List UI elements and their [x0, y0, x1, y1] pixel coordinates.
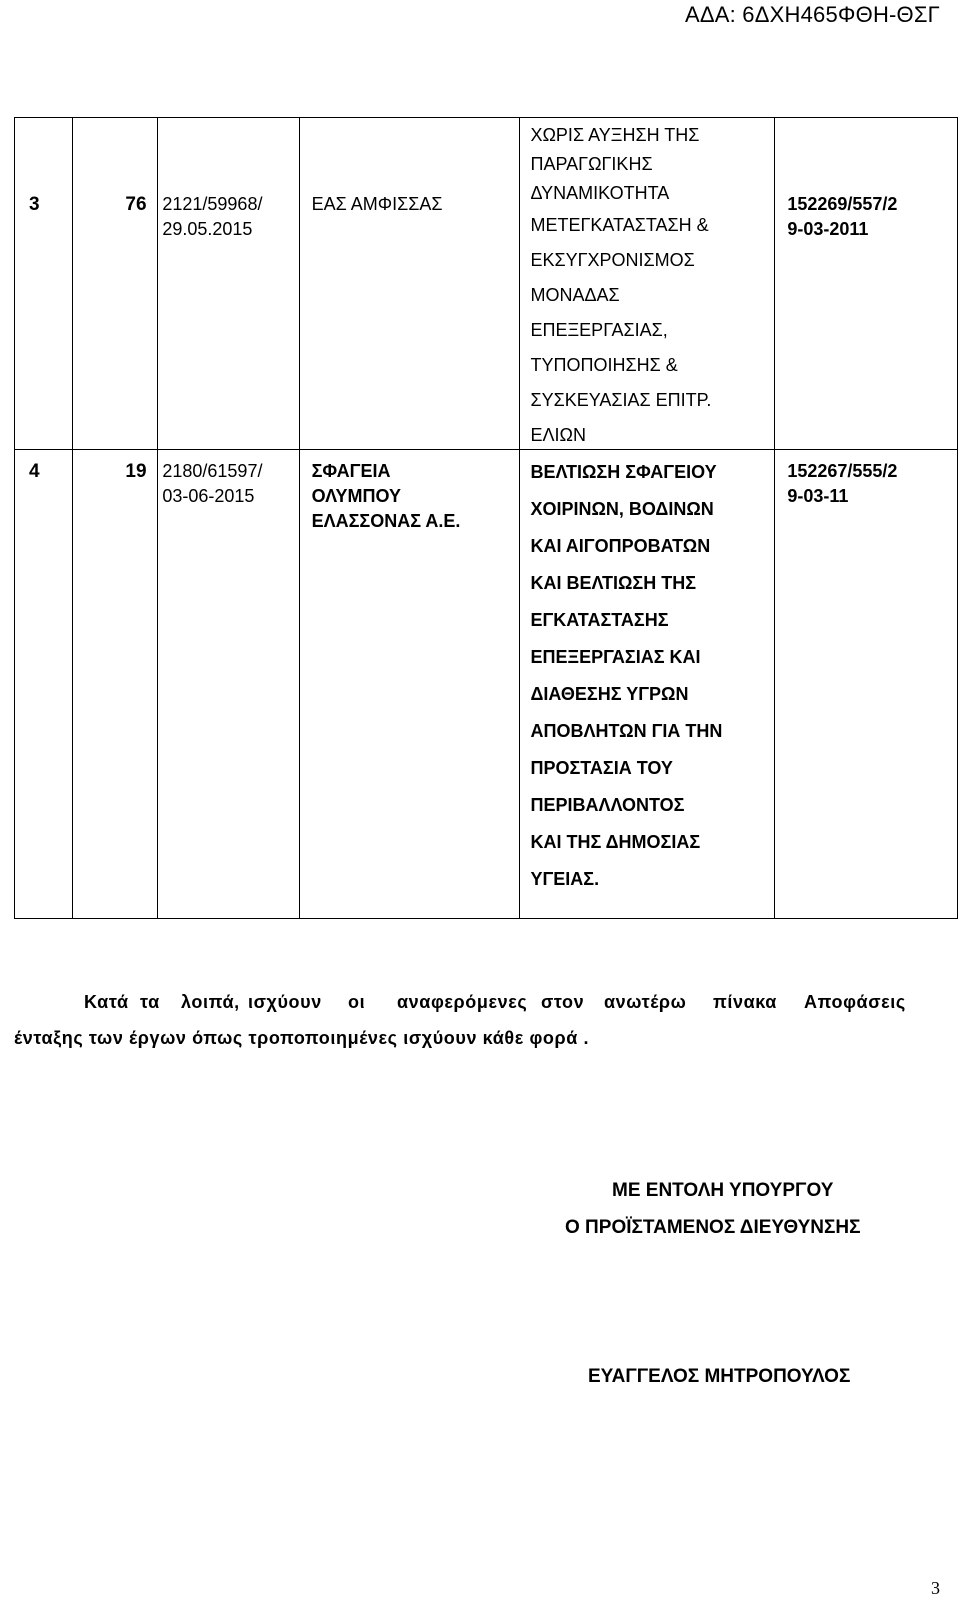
entity-cell	[299, 450, 520, 919]
ada-header: ΑΔΑ: 6ΔΧΗ465ΦΘΗ-ΘΣΓ	[685, 2, 940, 27]
entity-name: ΕΑΣ ΑΜΦΙΣΣΑΣ	[311, 194, 443, 214]
signatory-name: ΕΥΑΓΓΕΛΟΣ ΜΗΤΡΟΠΟΥΛΟΣ	[588, 1366, 851, 1387]
entity-name: ΣΦΑΓΕΙΑ ΟΛΥΜΠΟΥ ΕΛΑΣΣΟΝΑΣ Α.Ε.	[311, 461, 461, 531]
row-num: 76	[125, 194, 147, 215]
ref-cell	[158, 118, 299, 450]
row-num-cell	[73, 118, 158, 450]
description-cell	[520, 118, 775, 450]
decision-number: 152267/555/2 9-03-11	[787, 461, 898, 506]
decision-cell	[775, 118, 958, 450]
closing-paragraph-line2: ένταξης των έργων όπως τροποποιημένες ισχύουν κάθε φορά .	[14, 1028, 590, 1048]
description-cell	[520, 450, 775, 919]
ref-number: 2180/61597/ 03-06-2015	[162, 461, 263, 506]
row-index: 3	[29, 194, 40, 215]
project-description: ΧΩΡΙΣ ΑΥΞΗΣΗ ΤΗΣ ΠΑΡΑΓΩΓΙΚΗΣ ΔΥΝΑΜΙΚΟΤΗΤΑ ΜΕΤΕΓΚΑΤΑΣΤΑΣΗ & ΕΚΣΥΓΧΡΟΝΙΣΜΟΣ ΜΟΝΑΔΑΣ ΕΠΕΞΕΡΓΑΣΙΑΣ, ΤΥΠΟΠΟΙΗΣΗΣ & ΣΥΣΚΕΥΑΣΙΑΣ ΕΠΙΤΡ. ΕΛΙΩΝ	[530, 125, 712, 445]
row-index: 4	[29, 461, 40, 482]
signature-title: Ο ΠΡΟΪΣΤΑΜΕΝΟΣ ΔΙΕΥΘΥΝΣΗΣ	[565, 1217, 861, 1238]
ref-cell	[158, 450, 299, 919]
ref-number: 2121/59968/ 29.05.2015	[162, 194, 263, 239]
signature-mandate: ΜΕ ΕΝΤΟΛΗ ΥΠΟΥΡΓΟΥ	[612, 1180, 834, 1201]
row-num: 19	[125, 461, 147, 482]
table-row	[15, 118, 958, 450]
decision-number: 152269/557/2 9-03-2011	[787, 194, 898, 239]
decision-cell	[775, 450, 958, 919]
projects-table	[14, 117, 958, 919]
table-row	[15, 450, 958, 919]
row-num-cell	[73, 450, 158, 919]
entity-cell	[299, 118, 520, 450]
page-number: 3	[931, 1578, 940, 1598]
project-description: ΒΕΛΤΙΩΣΗ ΣΦΑΓΕΙΟΥ ΧΟΙΡΙΝΩΝ, ΒΟΔΙΝΩΝ ΚΑΙ ΑΙΓΟΠΡΟΒΑΤΩΝ ΚΑΙ ΒΕΛΤΙΩΣΗ ΤΗΣ ΕΓΚΑΤΑΣΤΑΣΗΣ ΕΠΕΞΕΡΓΑΣΙΑΣ ΚΑΙ ΔΙΑΘΕΣΗΣ ΥΓΡΩΝ ΑΠΟΒΛΗΤΩΝ ΓΙΑ ΤΗΝ ΠΡΟΣΤΑΣΙΑ ΤΟΥ ΠΕΡΙΒΑΛΛΟΝΤΟΣ ΚΑΙ ΤΗΣ ΔΗΜΟΣΙΑΣ ΥΓΕΙΑΣ.	[530, 462, 723, 889]
row-index-cell	[15, 118, 73, 450]
row-index-cell	[15, 450, 73, 919]
